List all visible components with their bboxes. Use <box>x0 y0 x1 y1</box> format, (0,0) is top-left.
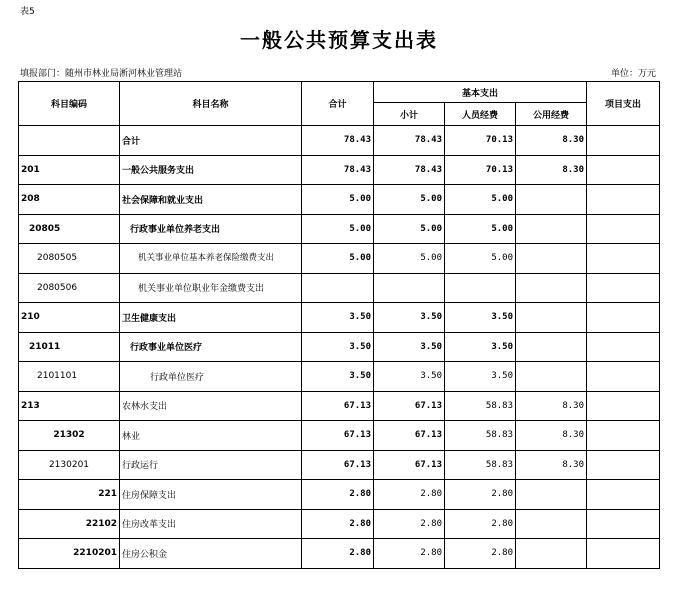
cell-name: 一般公共服务支出 <box>120 155 302 185</box>
cell-name: 住房保障支出 <box>120 480 302 510</box>
cell-name: 卫生健康支出 <box>120 303 302 333</box>
cell-total: 2.80 <box>302 509 374 539</box>
table-row <box>19 480 660 510</box>
cell-name: 行政事业单位医疗 <box>120 332 302 362</box>
header-personnel: 人员经费 <box>445 103 516 126</box>
cell-public: 8.30 <box>516 155 587 185</box>
cell-project <box>587 155 660 185</box>
table-body <box>19 126 660 569</box>
cell-total: 78.43 <box>302 155 374 185</box>
cell-subtotal: 2.80 <box>374 480 445 510</box>
cell-subtotal: 78.43 <box>374 155 445 185</box>
cell-project <box>587 421 660 451</box>
table-row <box>19 185 660 215</box>
cell-public: 8.30 <box>516 450 587 480</box>
header-public: 公用经费 <box>516 103 587 126</box>
cell-code: 2080506 <box>19 273 120 303</box>
cell-project <box>587 214 660 244</box>
table-row <box>19 450 660 480</box>
cell-name: 合计 <box>120 126 302 156</box>
cell-code: 20805 <box>19 214 120 244</box>
cell-code: 21302 <box>19 421 120 451</box>
cell-code: 221 <box>19 480 120 510</box>
cell-total: 67.13 <box>302 421 374 451</box>
cell-personnel: 2.80 <box>445 509 516 539</box>
cell-total: 5.00 <box>302 244 374 274</box>
cell-project <box>587 539 660 569</box>
cell-total <box>302 273 374 303</box>
cell-subtotal: 2.80 <box>374 539 445 569</box>
cell-public <box>516 509 587 539</box>
cell-subtotal: 67.13 <box>374 450 445 480</box>
cell-public <box>516 214 587 244</box>
table-row <box>19 362 660 392</box>
cell-project <box>587 303 660 333</box>
cell-subtotal: 3.50 <box>374 303 445 333</box>
cell-code: 21011 <box>19 332 120 362</box>
cell-personnel: 5.00 <box>445 214 516 244</box>
cell-project <box>587 273 660 303</box>
cell-total: 5.00 <box>302 185 374 215</box>
table-row <box>19 509 660 539</box>
cell-name: 机关事业单位基本养老保险缴费支出 <box>120 244 302 274</box>
cell-code: 208 <box>19 185 120 215</box>
cell-name: 农林水支出 <box>120 391 302 421</box>
cell-code: 22102 <box>19 509 120 539</box>
header-name: 科目名称 <box>120 82 302 126</box>
header-total: 合计 <box>302 82 374 126</box>
cell-name: 住房公积金 <box>120 539 302 569</box>
table-number-label: 表5 <box>20 7 35 17</box>
cell-total: 67.13 <box>302 450 374 480</box>
cell-personnel: 5.00 <box>445 244 516 274</box>
cell-code: 2080505 <box>19 244 120 274</box>
cell-name: 林业 <box>120 421 302 451</box>
cell-personnel: 70.13 <box>445 126 516 156</box>
cell-personnel <box>445 273 516 303</box>
cell-subtotal: 3.50 <box>374 362 445 392</box>
reporting-department: 填报部门：随州市林业局淅河林业管理站 <box>20 69 183 79</box>
header-project: 项目支出 <box>587 82 660 126</box>
cell-project <box>587 126 660 156</box>
table-row <box>19 539 660 569</box>
cell-subtotal: 67.13 <box>374 421 445 451</box>
cell-personnel: 2.80 <box>445 539 516 569</box>
cell-personnel: 3.50 <box>445 303 516 333</box>
cell-personnel: 5.00 <box>445 185 516 215</box>
cell-name: 社会保障和就业支出 <box>120 185 302 215</box>
table-row <box>19 421 660 451</box>
page-title: 一般公共预算支出表 <box>240 28 438 52</box>
cell-total: 67.13 <box>302 391 374 421</box>
cell-public <box>516 362 587 392</box>
cell-public <box>516 303 587 333</box>
cell-code <box>19 126 120 156</box>
cell-project <box>587 480 660 510</box>
cell-total: 3.50 <box>302 362 374 392</box>
cell-total: 2.80 <box>302 480 374 510</box>
header-subtotal: 小计 <box>374 103 445 126</box>
cell-subtotal: 78.43 <box>374 126 445 156</box>
cell-personnel: 70.13 <box>445 155 516 185</box>
cell-name: 行政单位医疗 <box>120 362 302 392</box>
cell-public: 8.30 <box>516 421 587 451</box>
cell-personnel: 2.80 <box>445 480 516 510</box>
table-row <box>19 303 660 333</box>
cell-public: 8.30 <box>516 126 587 156</box>
cell-public: 8.30 <box>516 391 587 421</box>
cell-subtotal <box>374 273 445 303</box>
cell-project <box>587 509 660 539</box>
header-basic: 基本支出 <box>374 82 587 103</box>
cell-public <box>516 332 587 362</box>
cell-total: 2.80 <box>302 539 374 569</box>
cell-personnel: 3.50 <box>445 362 516 392</box>
cell-total: 5.00 <box>302 214 374 244</box>
cell-code: 2101101 <box>19 362 120 392</box>
cell-subtotal: 2.80 <box>374 509 445 539</box>
cell-project <box>587 332 660 362</box>
cell-project <box>587 244 660 274</box>
cell-name: 住房改革支出 <box>120 509 302 539</box>
cell-total: 3.50 <box>302 303 374 333</box>
cell-name: 行政运行 <box>120 450 302 480</box>
cell-subtotal: 67.13 <box>374 391 445 421</box>
table-row <box>19 214 660 244</box>
cell-public <box>516 185 587 215</box>
cell-code: 2130201 <box>19 450 120 480</box>
budget-expenditure-table <box>18 81 660 569</box>
cell-name: 行政事业单位养老支出 <box>120 214 302 244</box>
table-row <box>19 155 660 185</box>
table-row <box>19 273 660 303</box>
table-row <box>19 126 660 156</box>
cell-personnel: 3.50 <box>445 332 516 362</box>
cell-subtotal: 3.50 <box>374 332 445 362</box>
table-row <box>19 244 660 274</box>
cell-personnel: 58.83 <box>445 391 516 421</box>
cell-project <box>587 362 660 392</box>
cell-subtotal: 5.00 <box>374 244 445 274</box>
cell-code: 210 <box>19 303 120 333</box>
cell-name: 机关事业单位职业年金缴费支出 <box>120 273 302 303</box>
table-row <box>19 391 660 421</box>
cell-subtotal: 5.00 <box>374 185 445 215</box>
cell-code: 201 <box>19 155 120 185</box>
cell-personnel: 58.83 <box>445 421 516 451</box>
cell-personnel: 58.83 <box>445 450 516 480</box>
cell-code: 213 <box>19 391 120 421</box>
table-row <box>19 332 660 362</box>
cell-total: 3.50 <box>302 332 374 362</box>
cell-public <box>516 480 587 510</box>
cell-public <box>516 273 587 303</box>
cell-project <box>587 185 660 215</box>
cell-project <box>587 450 660 480</box>
cell-public <box>516 539 587 569</box>
header-code: 科目编码 <box>19 82 120 126</box>
cell-project <box>587 391 660 421</box>
cell-total: 78.43 <box>302 126 374 156</box>
cell-public <box>516 244 587 274</box>
unit-label: 单位：万元 <box>610 69 656 79</box>
cell-subtotal: 5.00 <box>374 214 445 244</box>
cell-code: 2210201 <box>19 539 120 569</box>
